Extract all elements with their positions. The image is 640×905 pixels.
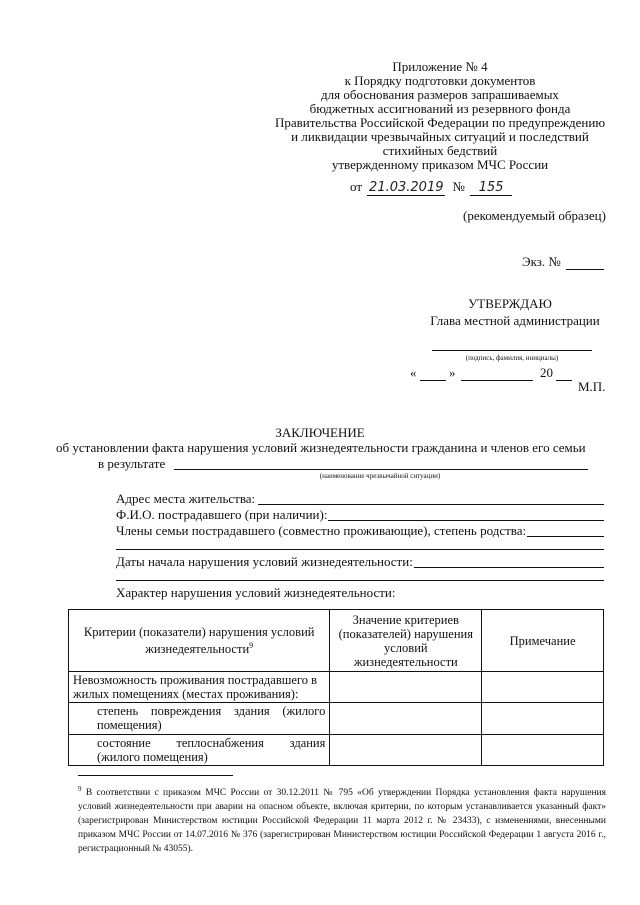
order-date: 21.03.2019 (369, 180, 444, 195)
table-row (69, 672, 604, 703)
order-date-line (350, 180, 550, 196)
row-criteria: состояние теплоснабжения здания (жилого помещения) (69, 735, 330, 766)
criteria-table (68, 609, 604, 766)
table-row (69, 735, 604, 766)
copy-number (522, 255, 604, 270)
emergency-blank[interactable] (174, 469, 588, 470)
appendix-line: Правительства Российской Федерации по предупреждению (274, 115, 606, 130)
emergency-caption: (наименование чрезвычайной ситуации) (319, 472, 441, 480)
address-blank[interactable] (258, 504, 604, 505)
footnote-mark: 9 (78, 785, 82, 793)
family-label: Члены семьи пострадавшего (совместно проживающие), степень родства: (116, 523, 527, 538)
recommended-sample: (рекомендуемый образец) (463, 208, 606, 223)
appendix-line: для обоснования размеров запрашиваемых (321, 87, 559, 102)
character-label: Характер нарушения условий жизнедеятельности: (116, 585, 396, 600)
signature-blank[interactable] (432, 350, 592, 351)
header-value: Значение критериев (показателей) нарушения условий жизнедеятельности (330, 610, 482, 672)
row-value-cell[interactable] (330, 672, 482, 703)
day-blank[interactable] (420, 366, 446, 381)
conclusion-title: ЗАКЛЮЧЕНИЕ (275, 425, 365, 440)
row-note-cell[interactable] (482, 703, 604, 735)
footnote-separator (78, 775, 233, 776)
appendix-line: стихийных бедствий (382, 143, 498, 158)
order-number: 155 (470, 181, 512, 196)
row-criteria: степень повреждения здания (жилого помещения) (69, 703, 330, 735)
year-prefix: 20 (540, 365, 553, 380)
start-dates-blank-2[interactable] (116, 580, 604, 581)
approve-title: УТВЕРЖДАЮ (468, 296, 552, 311)
start-dates-label: Даты начала нарушения условий жизнедеятельности: (116, 554, 413, 569)
year-blank[interactable] (556, 366, 572, 381)
family-blank-1[interactable] (527, 536, 604, 537)
family-blank-2[interactable] (116, 549, 604, 550)
from-prefix: от (350, 179, 363, 194)
copy-number-blank[interactable] (566, 255, 604, 270)
number-prefix: № (452, 179, 465, 194)
table-header-row (69, 610, 604, 672)
row-note-cell[interactable] (482, 735, 604, 766)
row-criteria: Невозможность проживания пострадавшего в жилых помещениях (местах проживания): (69, 672, 330, 703)
footnote (78, 782, 606, 856)
appendix-line: Приложение № 4 (392, 59, 488, 74)
header-footnote-mark: 9 (249, 640, 254, 650)
appendix-block (250, 60, 630, 172)
approve-role: Глава местной администрации (430, 313, 600, 328)
conclusion-subtitle: об установлении факта нарушения условий жизнедеятельности гражданина и членов его семьи (56, 440, 586, 455)
header-criteria-text: Критерии (показатели) нарушения условий жизнедеятельности (83, 624, 315, 657)
table-row (69, 703, 604, 735)
appendix-line: и ликвидации чрезвычайных ситуаций и последствий (291, 129, 589, 144)
row-value-cell[interactable] (330, 703, 482, 735)
start-dates-blank-1[interactable] (414, 567, 604, 568)
header-criteria (69, 610, 330, 672)
fio-label: Ф.И.О. пострадавшего (при наличии): (116, 507, 328, 522)
copy-label: Экз. № (522, 254, 561, 269)
close-quote: » (449, 365, 456, 380)
seal-mark: М.П. (578, 379, 606, 394)
row-value-cell[interactable] (330, 735, 482, 766)
header-note: Примечание (482, 610, 604, 672)
footnote-text: В соответствии с приказом МЧС России от 30.12.2011 № 795 «Об утверждении Порядка установления факта нарушения условий жизнедеятельности при аварии на опасном объекте, включая критерии, по которым устанавливается указанный факт» (зарегистрирован Министерством юстиции Российской Федерации 11 марта 2012 г. № 23433), с изменениями, внесенными приказом МЧС России от 14.07.2016 № 376 (зарегистрирован Министерством юстиции Российской Федерации 1 августа 2016 г., регистрационный № 43055). (78, 788, 606, 855)
fio-blank[interactable] (328, 520, 604, 521)
signature-caption: (подпись, фамилия, инициалы) (465, 354, 559, 362)
result-label: в результате (98, 456, 166, 471)
open-quote: « (410, 365, 417, 380)
month-blank[interactable] (461, 366, 533, 381)
approve-block (410, 297, 610, 311)
row-note-cell[interactable] (482, 672, 604, 703)
appendix-line: утвержденному приказом МЧС России (331, 157, 549, 172)
appendix-line: бюджетных ассигнований из резервного фонда (309, 101, 571, 116)
appendix-line: к Порядку подготовки документов (344, 73, 536, 88)
address-label: Адрес места жительства: (116, 491, 256, 506)
